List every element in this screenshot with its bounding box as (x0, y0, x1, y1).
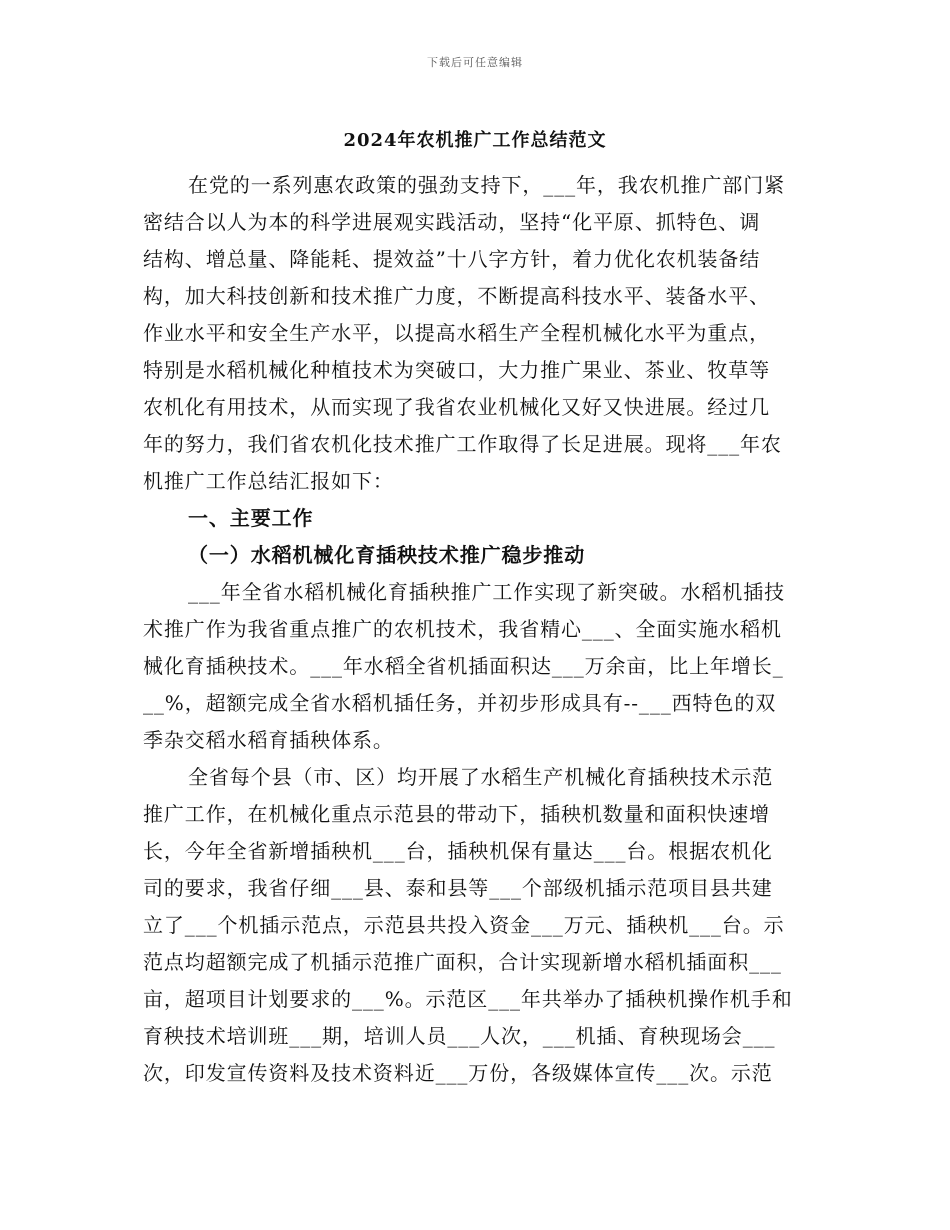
paragraph-line: 司的要求，我省仔细___县、泰和县等___个部级机插示范项目县共建 (143, 876, 773, 900)
subsection-heading: （一）水稻机械化育插秧技术推广稳步推动 (188, 543, 586, 567)
paragraph-line: ___年全省水稻机械化育插秧推广工作实现了新突破。水稻机插技 (188, 580, 785, 604)
paragraph-line: 农机化有用技术，从而实现了我省农业机械化又好又快进展。经过几 (143, 395, 770, 419)
paragraph-line: 械化育插秧技术。___年水稻全省机插面积达___万余亩，比上年增长_ (143, 654, 784, 678)
paragraph-line: 次，印发宣传资料及技术资料近___万份，各级媒体宣传___次。示范 (143, 1061, 773, 1085)
paragraph-line: 范点均超额完成了机插示范推广面积，合计实现新增水稻机插面积___ (143, 950, 782, 974)
section-heading: 一、主要工作 (188, 506, 314, 530)
paragraph-line: __%，超额完成全省水稻机插任务，并初步形成具有--___西特色的双 (143, 691, 777, 715)
paragraph-line: 季杂交稻水稻育插秧体系。 (143, 728, 394, 752)
paragraph-line: 特别是水稻机械化种植技术为突破口，大力推广果业、茶业、牧草等 (143, 358, 770, 382)
document-title: 2024年农机推广工作总结范文 (343, 130, 607, 151)
paragraph-line: 育秧技术培训班___期，培训人员___人次，___机插、育秧现场会___ (143, 1024, 776, 1048)
paragraph-line: 密结合以人为本的科学进展观实践活动，坚持“化平原、抓特色、调 (143, 210, 761, 234)
paragraph-line: 亩，超项目计划要求的___%。示范区___年共举办了插秧机操作机手和 (143, 987, 793, 1011)
paragraph-line: 机推广工作总结汇报如下： (143, 469, 394, 493)
paragraph-line: 立了___个机插示范点，示范县共投入资金___万元、插秧机___台。示 (143, 913, 785, 937)
paragraph-line: 年的努力，我们省农机化技术推广工作取得了长足进展。现将___年农 (143, 432, 782, 456)
page-header-note: 下载后可任意编辑 (427, 56, 523, 69)
paragraph-line: 作业水平和安全生产水平，以提高水稻生产全程机械化水平为重点， (143, 321, 770, 345)
paragraph-line: 全省每个县（市、区）均开展了水稻生产机械化育插秧技术示范 (188, 765, 774, 789)
paragraph-line: 术推广作为我省重点推广的农机技术，我省精心___、全面实施水稻机 (143, 617, 782, 641)
paragraph-line: 构，加大科技创新和技术推广力度，不断提高科技水平、装备水平、 (143, 284, 770, 308)
paragraph-line: 长，今年全省新增插秧机___台，插秧机保有量达___台。根据农机化 (143, 839, 773, 863)
paragraph-line: 在党的一系列惠农政策的强劲支持下，___年，我农机推广部门紧 (188, 173, 785, 197)
paragraph-line: 推广工作，在机械化重点示范县的带动下，插秧机数量和面积快速增 (143, 802, 770, 826)
paragraph-line: 结构、增总量、降能耗、提效益”十八字方针，着力优化农机装备结 (143, 247, 761, 271)
